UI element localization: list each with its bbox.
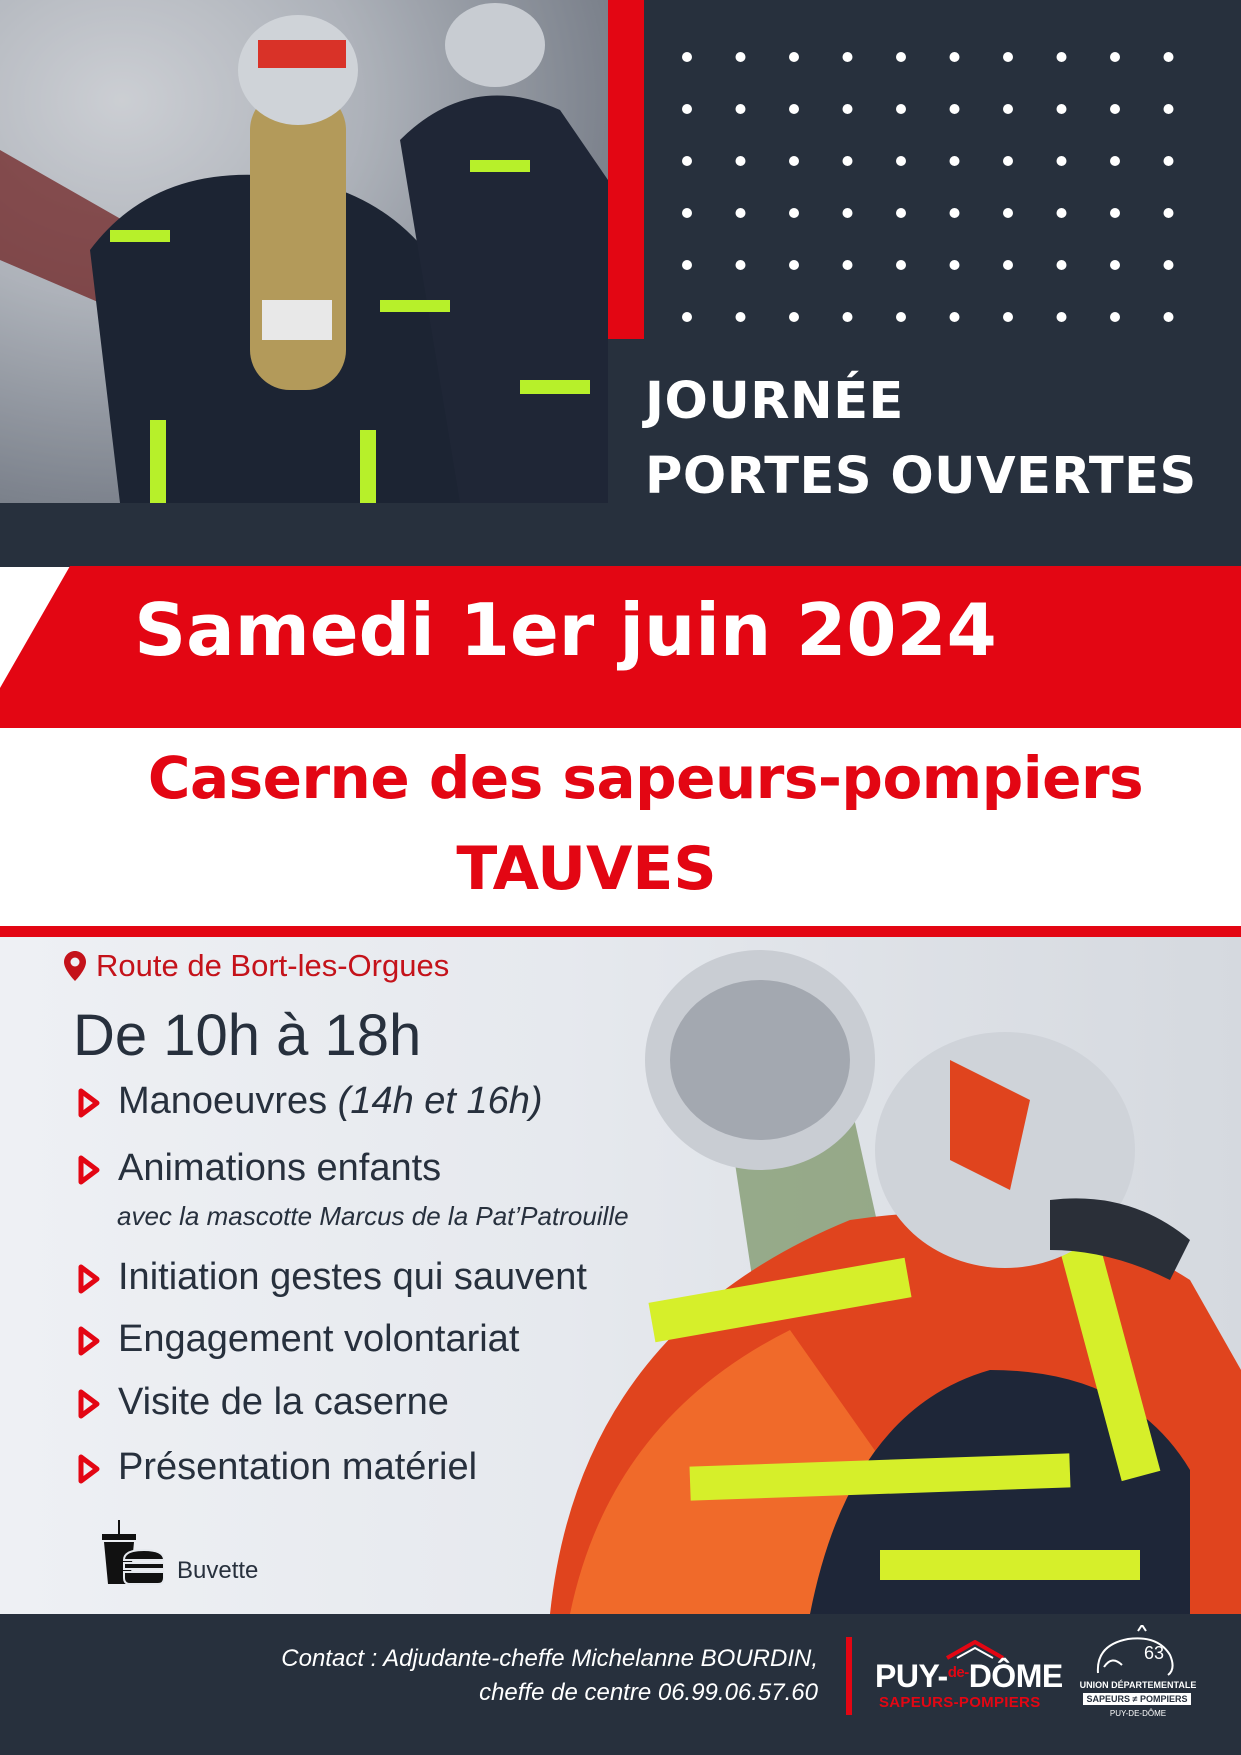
pattern-dot (789, 52, 799, 62)
triangle-bullet-icon (78, 1389, 100, 1419)
pattern-dot (789, 312, 799, 322)
venue-name: Caserne des sapeurs-pompiers (147, 744, 1144, 812)
program-item-subtitle: avec la mascotte Marcus de la Pat’Patrouille (117, 1201, 629, 1231)
program-item (78, 1080, 543, 1123)
pattern-dot (896, 208, 906, 218)
pattern-dot (1057, 104, 1067, 114)
program-item-label: Présentation matériel (118, 1446, 478, 1488)
triangle-bullet-icon (78, 1454, 100, 1484)
pattern-dot (682, 104, 692, 114)
pattern-dot (1003, 52, 1013, 62)
venue-town: TAUVES (456, 834, 717, 904)
pattern-dot (843, 104, 853, 114)
pattern-dot (682, 312, 692, 322)
address-text: Route de Bort-les-Orgues (96, 948, 450, 983)
triangle-bullet-icon (78, 1326, 100, 1356)
pattern-dot (896, 52, 906, 62)
pattern-dot (1110, 312, 1120, 322)
pattern-dot (789, 156, 799, 166)
pattern-dot (1003, 312, 1013, 322)
divider-stripe (0, 926, 1241, 937)
logo-line3: PUY-DE-DÔME (1109, 1709, 1167, 1718)
event-title-line1: JOURNÉE (645, 372, 904, 431)
pattern-dot (1164, 52, 1174, 62)
pattern-dot (1164, 260, 1174, 270)
logo-number: 63 (1144, 1643, 1165, 1663)
drink-food-icon (100, 1520, 164, 1586)
pattern-dot (1003, 260, 1013, 270)
pattern-dot (682, 208, 692, 218)
triangle-bullet-icon (78, 1088, 100, 1118)
footer-divider (846, 1637, 852, 1715)
pattern-dot (736, 52, 746, 62)
triangle-bullet-icon (78, 1264, 100, 1294)
pattern-dot (1057, 260, 1067, 270)
pattern-dot (843, 208, 853, 218)
program-item-label: Manoeuvres (14h et 16h) (118, 1080, 543, 1122)
pattern-dot (736, 208, 746, 218)
pattern-dot (682, 52, 692, 62)
pattern-dot (843, 312, 853, 322)
pattern-dot (896, 104, 906, 114)
program-item (78, 1256, 587, 1299)
pattern-dot (950, 104, 960, 114)
pattern-dot (1003, 104, 1013, 114)
triangle-bullet-icon (78, 1155, 100, 1185)
pattern-dot (1057, 52, 1067, 62)
pattern-dot (736, 104, 746, 114)
pattern-dot (950, 312, 960, 322)
pattern-dot (1110, 52, 1120, 62)
logo-subtitle: SAPEURS-POMPIERS (879, 1694, 1041, 1711)
pattern-dot (1110, 208, 1120, 218)
pattern-dot (950, 156, 960, 166)
pattern-dot (843, 52, 853, 62)
pattern-dot (682, 260, 692, 270)
pattern-dot (789, 104, 799, 114)
program-item (78, 1381, 449, 1424)
logo-line2: SAPEURS ≠ POMPIERS (1083, 1693, 1191, 1705)
pattern-dot (950, 208, 960, 218)
pattern-dot (1003, 208, 1013, 218)
program-item (78, 1318, 519, 1361)
pattern-dot (736, 260, 746, 270)
pattern-dot (682, 156, 692, 166)
program-item-label: Engagement volontariat (118, 1318, 520, 1360)
event-title-line2: PORTES OUVERTES (645, 447, 1197, 506)
union-departementale-logo (1078, 1625, 1198, 1725)
buvette-label: Buvette (177, 1557, 259, 1584)
pattern-dot (843, 260, 853, 270)
pattern-dot (1110, 156, 1120, 166)
pattern-dot (896, 260, 906, 270)
pattern-dot (950, 52, 960, 62)
pattern-dot (789, 208, 799, 218)
pattern-dot (1057, 312, 1067, 322)
program-item (78, 1147, 441, 1190)
address (64, 948, 449, 984)
opening-hours: De 10h à 18h (73, 1003, 422, 1068)
pattern-dot (896, 312, 906, 322)
dot-pattern (672, 40, 1192, 330)
accent-bar (608, 0, 644, 339)
pattern-dot (736, 312, 746, 322)
pattern-dot (1164, 208, 1174, 218)
pattern-dot (1164, 156, 1174, 166)
pattern-dot (1057, 156, 1067, 166)
firefighters-photo-top (0, 0, 608, 503)
logo-line1: UNION DÉPARTEMENTALE (1079, 1680, 1197, 1690)
contact-line2: cheffe de centre 06.99.06.57.60 (479, 1679, 818, 1706)
location-pin-icon (64, 951, 86, 981)
program-item-label: Initiation gestes qui sauvent (118, 1256, 587, 1298)
pattern-dot (789, 260, 799, 270)
roof-icon (945, 1640, 1005, 1660)
pattern-dot (1003, 156, 1013, 166)
logo-wordmark: PUY-$^{de-}$DÔME (875, 1658, 1063, 1694)
helmet-emblem-icon (1078, 1625, 1198, 1680)
pattern-dot (1110, 104, 1120, 114)
pattern-dot (896, 156, 906, 166)
program-item (78, 1446, 477, 1489)
pattern-dot (1057, 208, 1067, 218)
pattern-dot (950, 260, 960, 270)
pattern-dot (736, 156, 746, 166)
puy-de-dome-logo (875, 1640, 1063, 1712)
event-date: Samedi 1er juin 2024 (134, 588, 997, 672)
pattern-dot (1164, 312, 1174, 322)
pattern-dot (1110, 260, 1120, 270)
program-item-label: Animations enfants (118, 1147, 442, 1189)
contact-line1: Contact : Adjudante-cheffe Michelanne BOURDIN, (281, 1645, 818, 1672)
pattern-dot (843, 156, 853, 166)
program-item-label: Visite de la caserne (118, 1381, 449, 1423)
pattern-dot (1164, 104, 1174, 114)
